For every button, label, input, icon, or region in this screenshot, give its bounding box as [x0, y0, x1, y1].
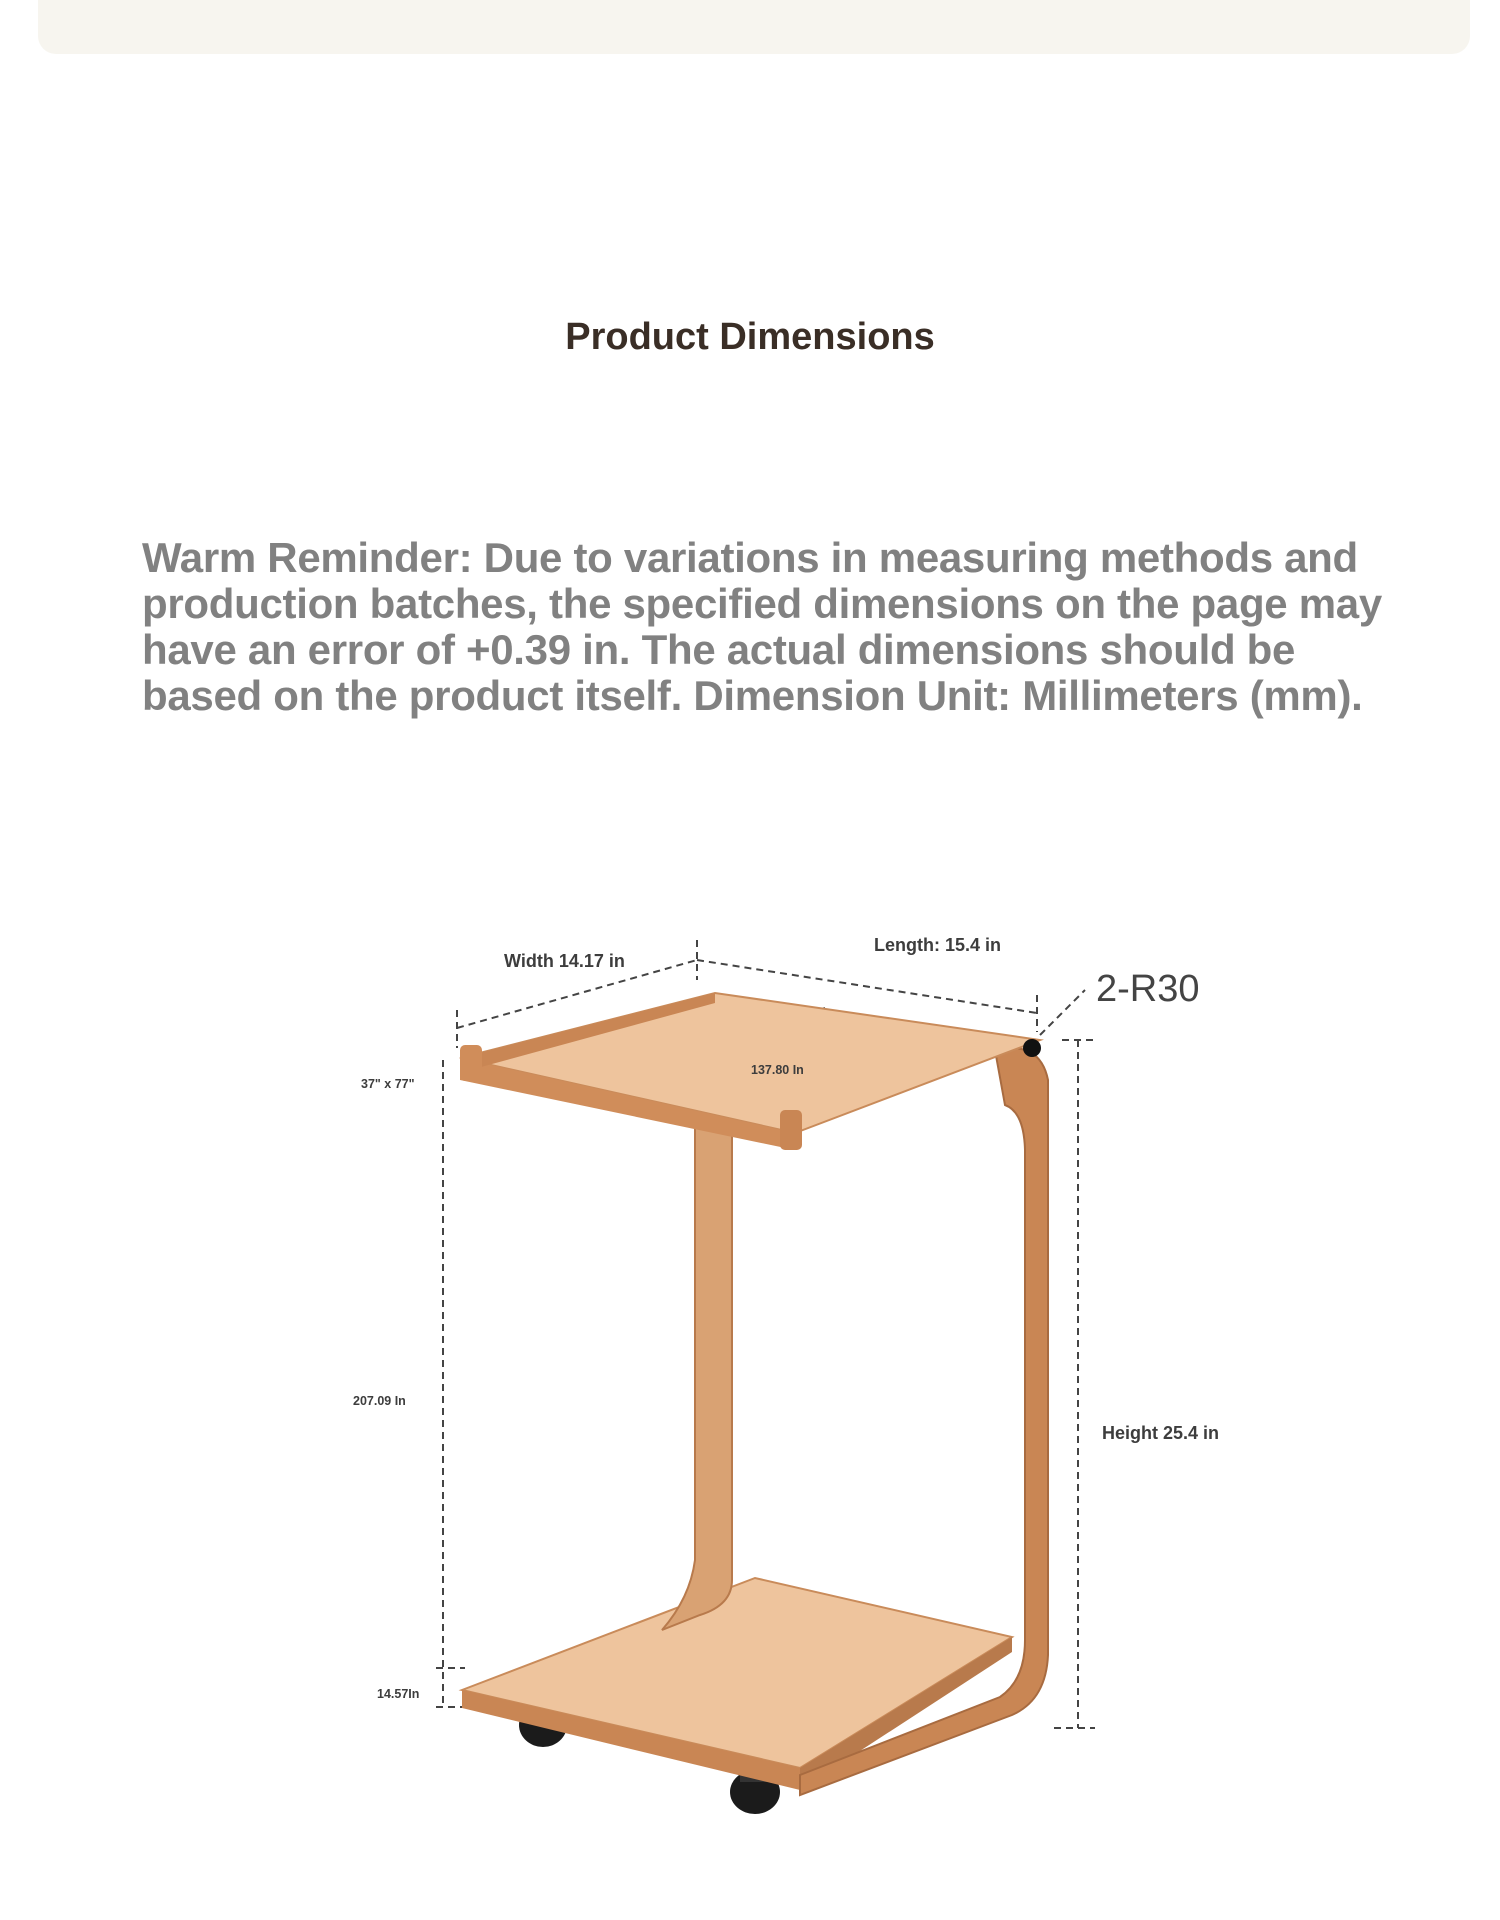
left-height-label: 207.09 In	[353, 1394, 406, 1408]
side-table-illustration	[0, 900, 1500, 1900]
warm-reminder-text: Warm Reminder: Due to variations in measuring methods and production batches, the specified dimensions on the page may have an error of +0.39 in. The actual dimensions should be based on the product itself. Dimension Unit: Millimeters (mm).	[142, 534, 1382, 719]
corner-dot	[1023, 1039, 1041, 1057]
top-shelf	[460, 993, 1040, 1133]
top-size-label: 37" x 77"	[361, 1077, 415, 1091]
top-diagonal-label: 137.80 In	[751, 1063, 804, 1077]
width-label: Width 14.17 in	[504, 951, 625, 971]
corner-radius-label: 2-R30	[1096, 968, 1200, 1010]
top-card	[38, 0, 1470, 54]
length-label: Length: 15.4 in	[874, 935, 1002, 955]
section-title: Product Dimensions	[565, 316, 935, 358]
bottom-offset-label: 14.57In	[377, 1687, 420, 1701]
product-dimensions-figure	[0, 900, 1500, 1900]
height-label: Height 25.4 in	[1102, 1423, 1220, 1443]
center-post	[662, 1128, 732, 1630]
